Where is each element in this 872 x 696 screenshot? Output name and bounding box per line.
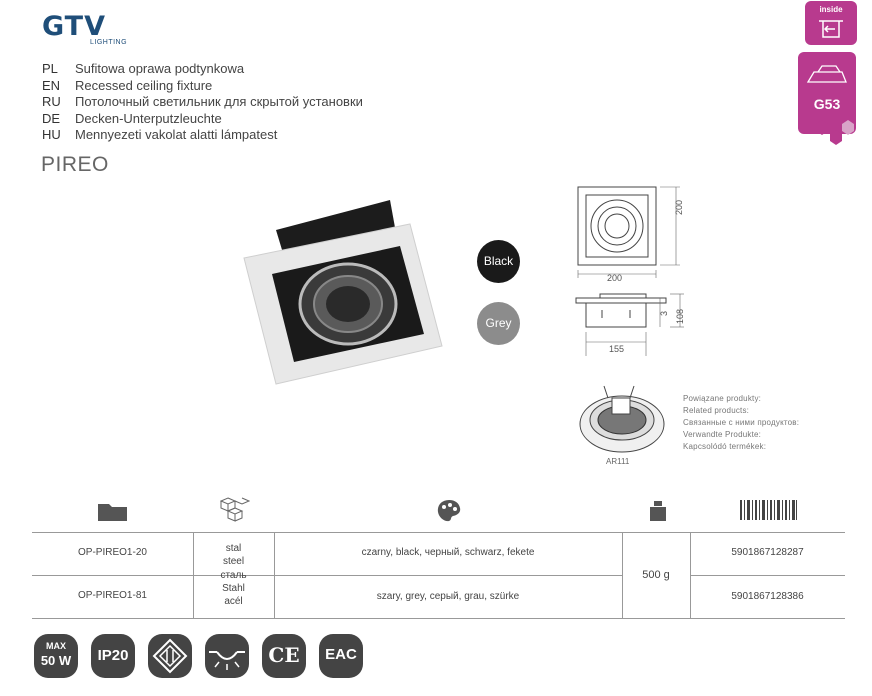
weight-icon: [649, 500, 667, 522]
table-col-divider: [690, 533, 691, 618]
brand-name: GTV: [42, 11, 107, 42]
install-arrow-icon: [817, 17, 845, 39]
dim-side-height: 108: [675, 308, 685, 324]
desc-text: Sufitowa oprawa podtynkowa: [75, 61, 245, 76]
watts-label: 50 W: [40, 653, 72, 668]
description-list: [42, 61, 363, 144]
brand-sub: LIGHTING: [90, 39, 128, 46]
eac-label: EAC: [325, 646, 357, 663]
class-ii-icon: [146, 632, 194, 680]
hexagon-decor-icon: [812, 118, 856, 152]
dim-top-height: 200: [674, 199, 684, 215]
related-line: Связанные с ними продуктов:: [683, 418, 800, 427]
product-image: [236, 200, 452, 390]
related-line: Powiązane produkty:: [683, 394, 762, 403]
color-cell: czarny, black, черный, schwarz, fekete: [361, 547, 535, 558]
table-bottom-border: [32, 618, 845, 619]
desc-text: Decken-Unterputzleuchte: [75, 110, 222, 126]
related-line: Related products:: [683, 406, 750, 415]
related-products-label: [683, 393, 799, 453]
inside-label: inside: [819, 5, 843, 14]
folder-icon: [97, 499, 129, 523]
ce-label: CE: [268, 643, 300, 667]
desc-row-pl: [42, 61, 363, 78]
barcode-icon: [740, 500, 798, 520]
product-code-cell: OP-PIREO1-81: [78, 590, 147, 601]
ean-cell: 5901867128287: [731, 547, 804, 558]
related-line: Kapcsolódó termékek:: [683, 442, 767, 451]
desc-row-hu: [42, 127, 363, 144]
lang-code: DE: [42, 110, 61, 126]
table-col-divider: [274, 533, 275, 618]
material-line: acél: [224, 596, 243, 608]
swatch-label: Grey: [485, 316, 512, 330]
material-cell: [193, 542, 274, 608]
desc-text: Recessed ceiling fixture: [75, 77, 213, 93]
max-label: MAX: [46, 641, 66, 651]
desc-row-de: [42, 111, 363, 128]
recessed-mount-icon: [203, 632, 251, 680]
ip-label: IP20: [97, 647, 129, 664]
eac-mark-icon: [317, 632, 365, 680]
color-cell: szary, grey, серый, grau, szürke: [376, 591, 520, 602]
table-top-border: [32, 532, 845, 533]
desc-text: Потолочный светильник для скрытой установки: [75, 94, 363, 109]
desc-row-en: [42, 78, 363, 95]
socket-label: G53: [813, 96, 841, 112]
material-line: сталь: [220, 569, 247, 581]
lang-code: HU: [42, 127, 61, 142]
material-line: Stahl: [222, 582, 245, 594]
weight-cell: 500 g: [642, 569, 670, 581]
dim-side-width: 155: [609, 344, 625, 354]
lang-code: RU: [42, 94, 61, 109]
swatch-label: Black: [483, 254, 514, 268]
table-row-divider: [274, 575, 622, 576]
product-code-cell: OP-PIREO1-20: [78, 547, 147, 558]
palette-icon: [436, 498, 462, 524]
dim-top-width: 200: [607, 273, 623, 283]
boxes-icon: [220, 496, 250, 524]
ce-mark-icon: [260, 632, 308, 680]
dim-side-small: 3: [659, 310, 669, 316]
lang-code: EN: [42, 77, 61, 93]
related-product-name: AR111: [606, 457, 630, 466]
max-power-icon: [32, 632, 80, 680]
desc-text: Mennyezeti vakolat alatti lámpatest: [75, 127, 278, 142]
product-name: PIREO: [41, 153, 109, 176]
related-product-image: [576, 384, 668, 456]
ean-cell: 5901867128386: [731, 591, 804, 602]
table-row-divider: [690, 575, 845, 576]
fixture-outline-icon: [806, 62, 848, 90]
related-line: Verwandte Produkte:: [683, 430, 762, 439]
desc-row-ru: [42, 94, 363, 111]
gtv-logo: [42, 11, 128, 46]
inside-badge: [805, 1, 857, 45]
lang-code: PL: [42, 61, 58, 76]
color-swatch-black: [477, 240, 520, 283]
material-line: steel: [222, 556, 245, 568]
material-line: stal: [225, 543, 242, 554]
ip20-icon: [89, 632, 137, 680]
color-swatch-grey: [477, 302, 520, 345]
